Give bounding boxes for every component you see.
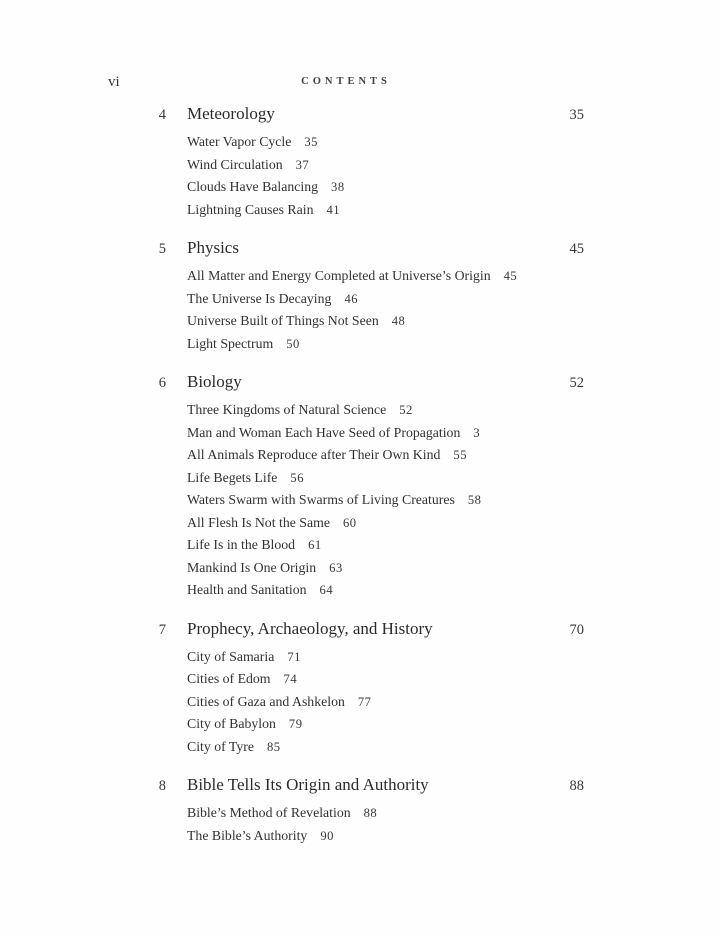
toc-entry <box>187 646 584 669</box>
entry-page-number: 35 <box>304 135 318 149</box>
toc-content <box>108 70 584 862</box>
entry-title: All Animals Reproduce after Their Own Kind <box>187 447 441 462</box>
chapter-heading <box>108 102 584 127</box>
chapter-number: 7 <box>158 621 166 638</box>
toc-entry <box>187 176 584 199</box>
entry-title: Cities of Gaza and Ashkelon <box>187 693 345 709</box>
entry-title: Mankind Is One Origin <box>187 559 317 575</box>
entry-page-number: 55 <box>453 448 467 462</box>
toc-entry <box>187 199 584 222</box>
toc-entry <box>187 333 584 356</box>
toc-entry <box>187 131 584 154</box>
chapter-title: Biology <box>187 372 242 391</box>
entry-title: Bible’s Method of Revelation <box>187 805 351 820</box>
entry-page-number: 90 <box>320 828 334 843</box>
entry-title: Cities of Edom <box>187 671 271 686</box>
entry-page-number: 61 <box>308 538 322 552</box>
entry-page-number: 85 <box>267 739 281 754</box>
entry-page-number: 38 <box>331 180 345 194</box>
chapter-heading <box>108 773 584 798</box>
toc-entry <box>187 736 584 759</box>
chapter-number: 8 <box>158 778 166 794</box>
toc-entry <box>187 399 584 422</box>
entry-page-number: 58 <box>467 493 482 507</box>
chapter-page-number: 35 <box>569 107 584 123</box>
chapter-title: Bible Tells Its Origin and Authority <box>187 775 429 794</box>
toc-entry <box>187 691 584 714</box>
entry-page-number: 56 <box>290 470 305 485</box>
toc-chapter <box>108 617 584 759</box>
page-header <box>108 70 584 96</box>
entry-title: All Flesh Is Not the Same <box>187 514 330 530</box>
toc-chapter <box>108 773 584 847</box>
entry-page-number: 77 <box>357 694 372 709</box>
chapter-title: Meteorology <box>187 104 275 123</box>
toc-chapter <box>108 370 584 602</box>
entry-page-number: 45 <box>503 269 518 283</box>
entry-title: Light Spectrum <box>187 335 274 351</box>
chapter-heading <box>108 236 584 261</box>
toc-entry <box>187 557 584 580</box>
chapter-page-number: 52 <box>569 375 584 391</box>
toc-entry <box>187 579 584 602</box>
entry-title: All Matter and Energy Completed at Universe’s Origin <box>187 268 491 283</box>
toc-entry <box>187 668 584 691</box>
entry-page-number: 63 <box>329 560 343 575</box>
chapter-title: Physics <box>187 238 239 257</box>
entry-page-number: 52 <box>399 403 413 417</box>
chapter-page-number: 45 <box>569 241 584 257</box>
toc-chapter <box>108 102 584 221</box>
table-of-contents <box>108 102 584 847</box>
entry-title: City of Tyre <box>187 738 254 754</box>
entry-page-number: 60 <box>342 515 357 530</box>
chapter-title: Prophecy, Archaeology, and History <box>187 618 433 638</box>
toc-entry <box>187 802 584 825</box>
chapter-entries <box>187 399 584 602</box>
entry-title: Universe Built of Things Not Seen <box>187 313 379 328</box>
folio-number: vi <box>108 74 120 90</box>
chapter-entries <box>187 802 584 847</box>
entry-title: Life Is in the Blood <box>187 537 296 552</box>
entry-title: Clouds Have Balancing <box>187 179 319 194</box>
entry-page-number: 37 <box>295 157 310 172</box>
entry-page-number: 50 <box>286 336 300 351</box>
entry-page-number: 88 <box>363 806 378 820</box>
chapter-number: 5 <box>158 241 166 257</box>
chapter-page-number: 70 <box>569 621 584 638</box>
toc-entry <box>187 154 584 177</box>
toc-entry <box>187 467 584 490</box>
chapter-heading <box>108 617 584 642</box>
toc-chapter <box>108 236 584 355</box>
entry-page-number: 48 <box>391 314 406 328</box>
entry-title: Wind Circulation <box>187 156 283 172</box>
entry-page-number: 74 <box>283 672 298 686</box>
toc-entry <box>187 288 584 311</box>
toc-entry <box>187 489 584 512</box>
entry-title: The Universe Is Decaying <box>187 290 332 306</box>
toc-entry <box>187 444 584 467</box>
running-head: CONTENTS <box>301 76 391 87</box>
toc-entry <box>187 310 584 333</box>
toc-entry <box>187 825 584 848</box>
chapter-number: 4 <box>158 107 166 123</box>
entry-title: Water Vapor Cycle <box>187 134 292 149</box>
entry-title: Health and Sanitation <box>187 582 307 597</box>
chapter-entries <box>187 265 584 355</box>
toc-entry <box>187 534 584 557</box>
toc-entry <box>187 713 584 736</box>
chapter-entries <box>187 131 584 221</box>
entry-title: City of Babylon <box>187 716 276 731</box>
toc-entry <box>187 265 584 288</box>
entry-page-number: 79 <box>288 717 303 731</box>
chapter-page-number: 88 <box>569 778 584 794</box>
entry-title: Waters Swarm with Swarms of Living Creatures <box>187 492 455 507</box>
entry-title: Three Kingdoms of Natural Science <box>187 402 387 417</box>
chapter-number: 6 <box>158 375 166 391</box>
toc-entry <box>187 512 584 535</box>
chapter-heading <box>108 370 584 395</box>
entry-title: Lightning Causes Rain <box>187 201 314 217</box>
entry-title: Man and Woman Each Have Seed of Propagation <box>187 424 461 440</box>
entry-page-number: 3 <box>473 425 481 440</box>
chapter-entries <box>187 646 584 759</box>
entry-page-number: 64 <box>319 583 334 597</box>
entry-page-number: 41 <box>326 202 341 217</box>
toc-entry <box>187 422 584 445</box>
entry-title: City of Samaria <box>187 648 275 664</box>
entry-title: Life Begets Life <box>187 469 278 485</box>
entry-page-number: 71 <box>287 649 301 664</box>
entry-title: The Bible’s Authority <box>187 827 308 843</box>
entry-page-number: 46 <box>344 291 359 306</box>
